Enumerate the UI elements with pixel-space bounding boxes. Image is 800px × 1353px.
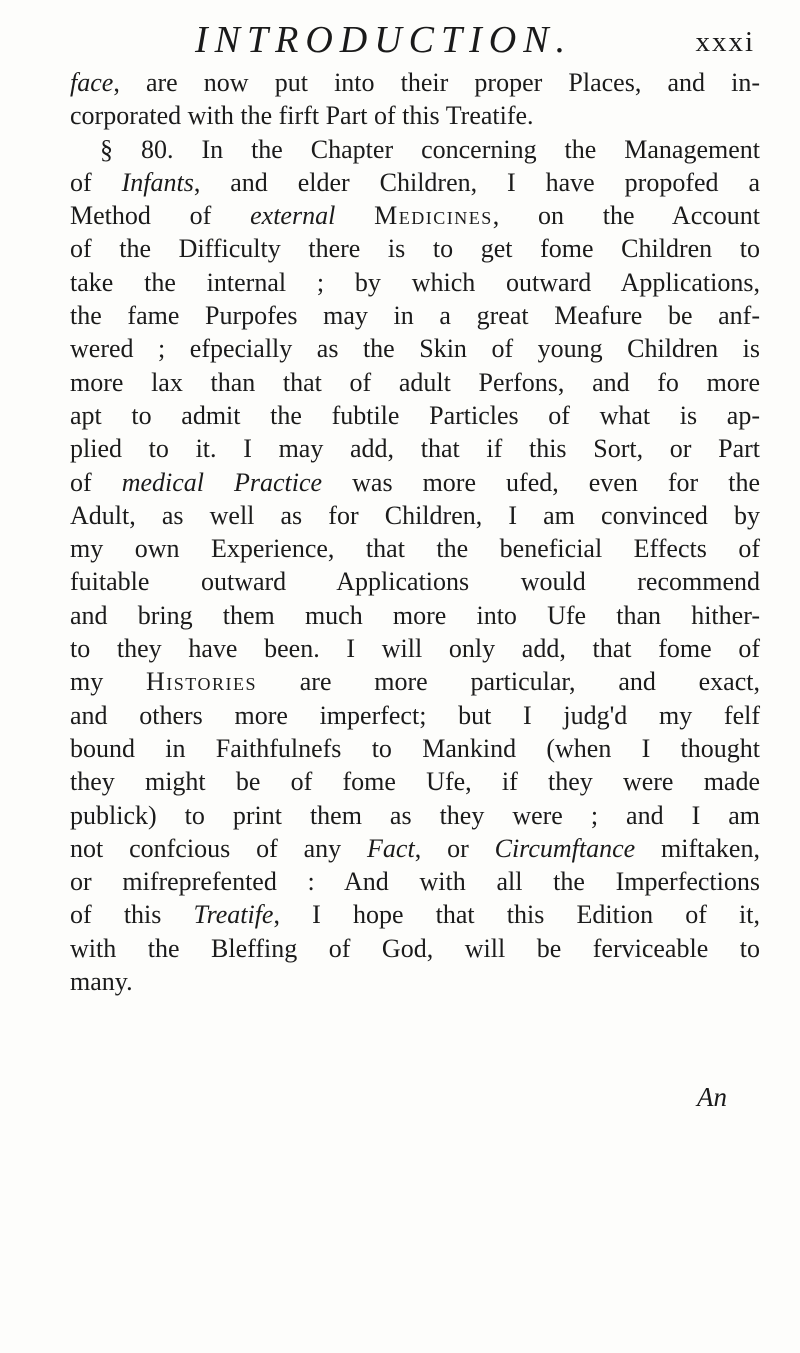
text-line [70,432,760,465]
text-run: was more ufed, even for the [322,467,760,497]
text-line [70,199,760,232]
text-run: take the internal ; by which outward Applications, [70,267,760,297]
text-line [70,965,760,998]
text-line [70,865,760,898]
text-run: wered ; efpecially as the Skin of young Children is [70,334,760,364]
running-title: INTRODUCTION. [195,19,573,61]
italic-text: Circumftance [494,833,636,863]
text-line [70,832,760,865]
italic-text: external [250,201,336,231]
paragraph [70,133,760,999]
text-line [70,133,760,166]
text-run: my own Experience, that the beneficial Effects of [70,534,760,564]
text-run: fuitable outward Applications would recommend [70,567,760,597]
text-line [70,299,760,332]
small-caps-text: Medicines [374,201,493,231]
text-run: are more particular, and exact, [256,667,760,697]
italic-text: Infants [121,167,194,197]
italic-text: face [70,68,114,97]
text-run: more lax than that of adult Perfons, and fo more [70,367,760,397]
text-line [70,466,760,499]
text-line [70,332,760,365]
italic-text: medical Practice [121,467,323,497]
text-run [335,201,374,230]
text-line [70,499,760,532]
text-run: § 80. In the Chapter concerning the Management [100,134,760,164]
text-line [70,665,760,698]
text-run: my [70,667,147,697]
text-run: not confcious of any [70,833,368,863]
text-run: of [70,467,122,497]
text-run: , or [414,833,495,863]
text-line [70,99,760,132]
body-text [70,66,760,998]
text-line [70,565,760,598]
text-run: Adult, as well as for Children, I am convinced by [70,500,760,530]
text-run: of [70,167,122,197]
text-line [70,799,760,832]
paragraph [70,66,760,133]
text-run: , and elder Children, I have propofed a [193,167,760,197]
text-run: many. [70,967,133,997]
text-line [70,765,760,798]
catchword: An [697,1082,727,1112]
text-line [70,599,760,632]
text-run: miftaken, [635,833,760,863]
text-line [70,532,760,565]
text-line [70,932,760,965]
text-run: , I hope that this Edition of it, [273,900,760,930]
text-line [70,66,760,99]
text-run: plied to it. I may add, that if this Sort, or Part [70,434,760,464]
text-line [70,366,760,399]
text-line [70,166,760,199]
text-line [70,232,760,265]
text-run: and bring them much more into Ufe than hither- [70,600,760,630]
text-run: bound in Faithfulnefs to Mankind (when I thought [70,733,760,763]
text-run: or mifreprefented : And with all the Imperfections [70,867,760,897]
text-run: , are now put into their proper Places, and in- [113,68,760,97]
page-header [195,16,755,64]
italic-text: Treatife [193,900,274,930]
text-run: of the Difficulty there is to get fome Children to [70,234,760,264]
text-line [70,699,760,732]
text-run: Method of [70,201,251,231]
text-run: publick) to print them as they were ; and I am [70,800,760,830]
text-run: the fame Purpofes may in a great Meafure be anf- [70,301,760,331]
text-run: corporated with the firft Part of this Treatife. [70,101,534,131]
text-run: and others more imperfect; but I judg'd my felf [70,700,760,730]
text-run: apt to admit the fubtile Particles of what is ap- [70,400,760,430]
text-run: they might be of fome Ufe, if they were made [70,767,760,797]
text-run: with the Bleffing of God, will be ferviceable to [70,933,760,963]
text-line [70,732,760,765]
italic-text: Fact [367,833,415,863]
text-run: , on the Account [492,201,761,231]
text-run: of this [70,900,194,930]
page-number: xxxi [695,26,755,58]
small-caps-text: Histories [146,667,257,697]
text-line [70,266,760,299]
text-line [70,898,760,931]
text-line [70,399,760,432]
text-run: to they have been. I will only add, that fome of [70,634,760,664]
text-line [70,632,760,665]
